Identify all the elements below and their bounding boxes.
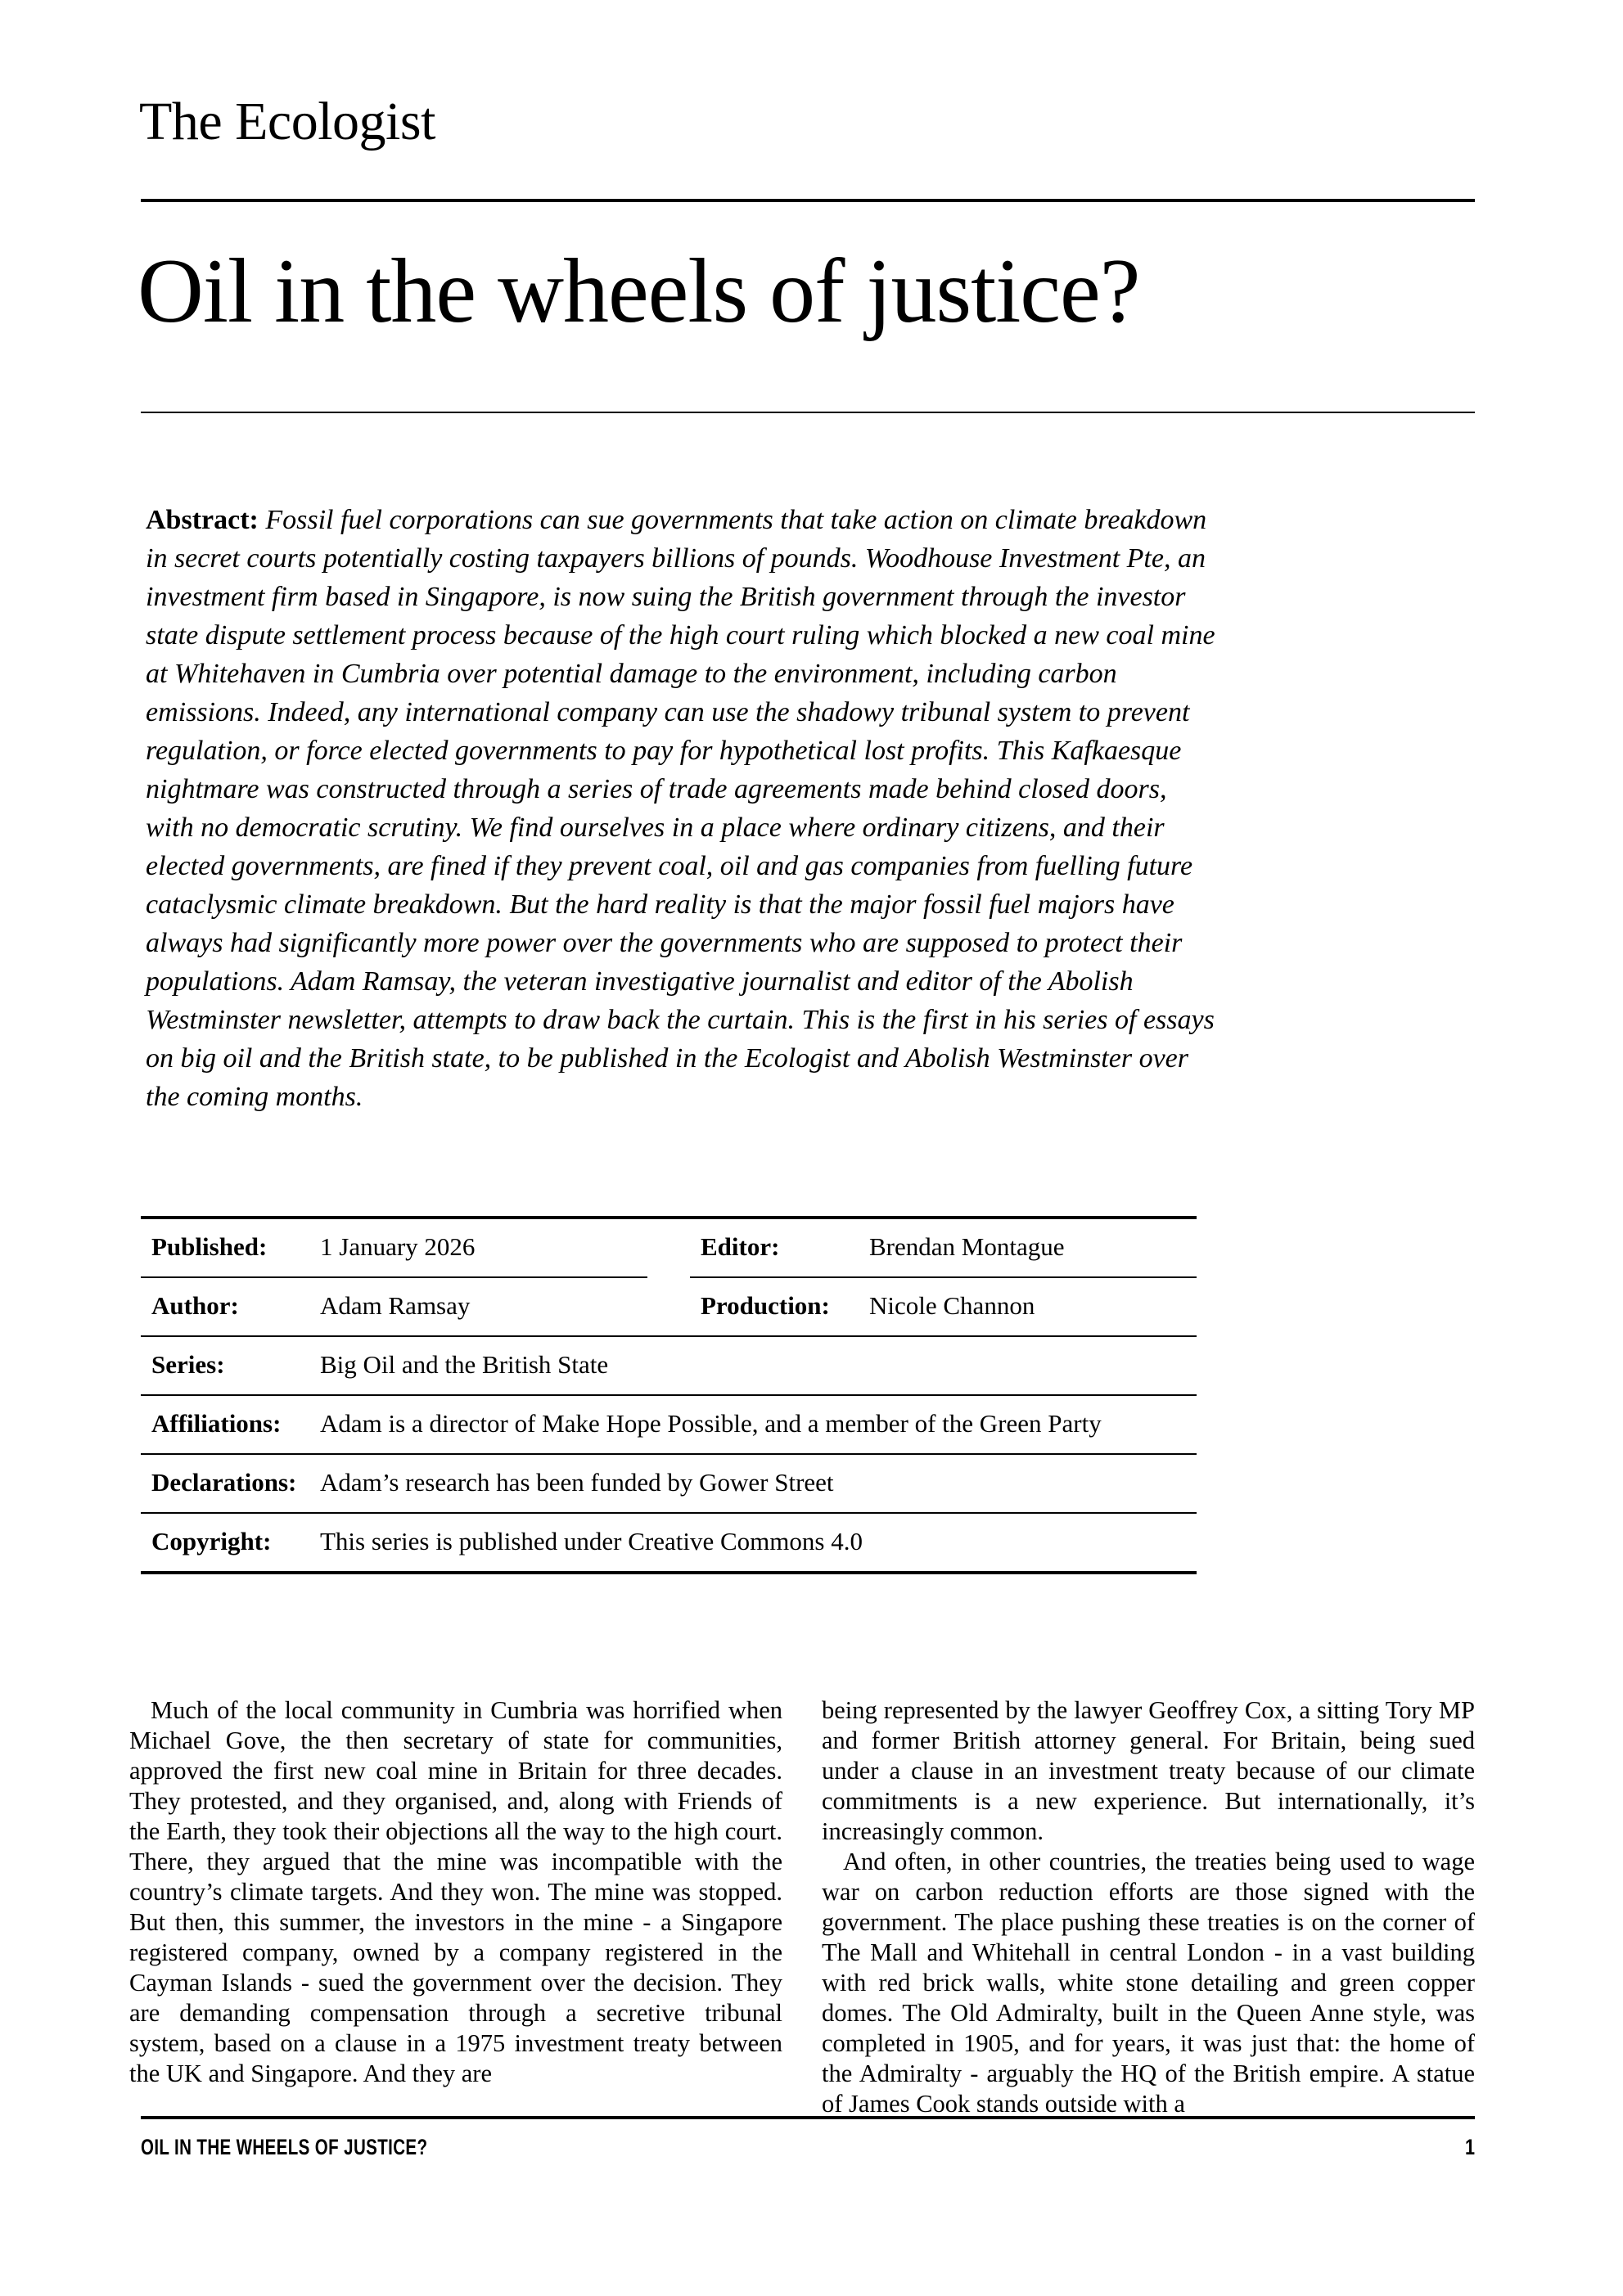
metadata-row-published-editor <box>141 1219 1197 1278</box>
metadata-row-copyright <box>141 1512 1197 1571</box>
metadata-value-declarations: Adam’s research has been funded by Gower Street <box>320 1468 834 1497</box>
metadata-value-production: Nicole Channon <box>869 1291 1035 1320</box>
metadata-row-author-production <box>141 1278 1197 1335</box>
metadata-value-copyright: This series is published under Creative Commons 4.0 <box>320 1527 863 1555</box>
footer-running-title: OIL IN THE WHEELS OF JUSTICE? <box>141 2135 428 2159</box>
metadata-row-affiliations <box>141 1394 1197 1453</box>
page-footer <box>141 2116 1475 2160</box>
article-title: Oil in the wheels of justice? <box>138 241 1140 342</box>
metadata-label-published: Published: <box>151 1232 268 1261</box>
metadata-label-author: Author: <box>151 1291 239 1320</box>
metadata-label-production: Production: <box>701 1291 830 1320</box>
body-paragraph-1-continued: being represented by the lawyer Geoffrey Cox, a sitting Tory MP and former British attorney general. For Britain, being sued under a clause in an investment treaty because of our climate commitments is a new experience. But internationally, it’s increasingly common. <box>822 1696 1475 1845</box>
metadata-value-series: Big Oil and the British State <box>320 1350 609 1379</box>
metadata-cell-published <box>141 1219 647 1278</box>
body-columns <box>129 1695 1475 2119</box>
body-paragraph-2: And often, in other countries, the treaties being used to wage war on carbon reduction efforts are those signed with the government. The place pushing these treaties is on the corner of The Mall and Whitehall in central London - in a vast building with red brick walls, white stone detailing and green copper domes. The Old Admiralty, built in the Queen Anne style, was completed in 1905, and for years, it was just that: the home of the Admiralty - arguably the HQ of the British empire. A statue of James Cook stands outside with a <box>822 1848 1475 2118</box>
metadata-table <box>141 1216 1197 1574</box>
body-column-right <box>822 1695 1475 2119</box>
metadata-row-declarations <box>141 1453 1197 1512</box>
abstract-text: Fossil fuel corporations can sue governments that take action on climate breakdown in secret courts potentially costing taxpayers billions of pounds. Woodhouse Investment Pte, an investment firm based in Singapore, is now suing the British government through the investor state dispute settlement process because of the high court ruling which blocked a new coal mine at Whitehaven in Cumbria over potential damage to the environment, including carbon emissions. Indeed, any international company can use the shadowy tribunal system to prevent regulation, or force elected governments to pay for hypothetical lost profits. This Kafkaesque nightmare was constructed through a series of trade agreements made behind closed doors, with no democratic scrutiny. We find ourselves in a place where ordinary citizens, and their elected governments, are fined if they prevent coal, oil and gas companies from fuelling future cataclysmic climate breakdown. But the hard reality is that the major fossil fuel majors have always had significantly more power over the governments who are supposed to protect their populations. Adam Ramsay, the veteran investigative journalist and editor of the Abolish Westminster newsletter, attempts to draw back the curtain. This is the first in his series of essays on big oil and the British state, to be published in the Ecologist and Abolish Westminster over the coming months. <box>146 505 1215 1112</box>
metadata-value-author: Adam Ramsay <box>320 1291 471 1320</box>
metadata-cell-production <box>690 1278 1197 1335</box>
metadata-label-affiliations: Affiliations: <box>151 1409 282 1438</box>
metadata-value-editor: Brendan Montague <box>869 1232 1065 1261</box>
metadata-cell-author <box>141 1278 647 1335</box>
masthead-rule <box>141 199 1475 202</box>
metadata-label-declarations: Declarations: <box>151 1468 297 1497</box>
publication-masthead: The Ecologist <box>139 92 435 151</box>
metadata-value-affiliations: Adam is a director of Make Hope Possible, and a member of the Green Party <box>320 1409 1102 1438</box>
body-paragraph-1: Much of the local community in Cumbria was horrified when Michael Gove, the then secretary of state for communities, approved the first new coal mine in Britain for three decades. They protested, and they organised, and, along with Friends of the Earth, they took their objections all the way to the high court. There, they argued that the mine was incompatible with the country’s climate targets. And they won. The mine was stopped. But then, this summer, the investors in the mine - a Singapore registered company, owned by a company registered in the Cayman Islands - sued the government over the decision. They are demanding compensation through a secretive tribunal system, based on a clause in a 1975 investment treaty between the UK and Singapore. And they are <box>129 1696 782 2087</box>
metadata-value-published: 1 January 2026 <box>320 1232 476 1261</box>
metadata-label-series: Series: <box>151 1350 225 1379</box>
metadata-cell-editor <box>690 1219 1197 1278</box>
body-column-left <box>129 1695 782 2119</box>
metadata-label-copyright: Copyright: <box>151 1527 272 1555</box>
abstract-label: Abstract: <box>146 505 259 535</box>
footer-page-number: 1 <box>1464 2135 1475 2159</box>
title-rule <box>141 412 1475 413</box>
metadata-row-series <box>141 1335 1197 1394</box>
metadata-label-editor: Editor: <box>701 1232 780 1261</box>
abstract-block <box>146 501 1218 1116</box>
